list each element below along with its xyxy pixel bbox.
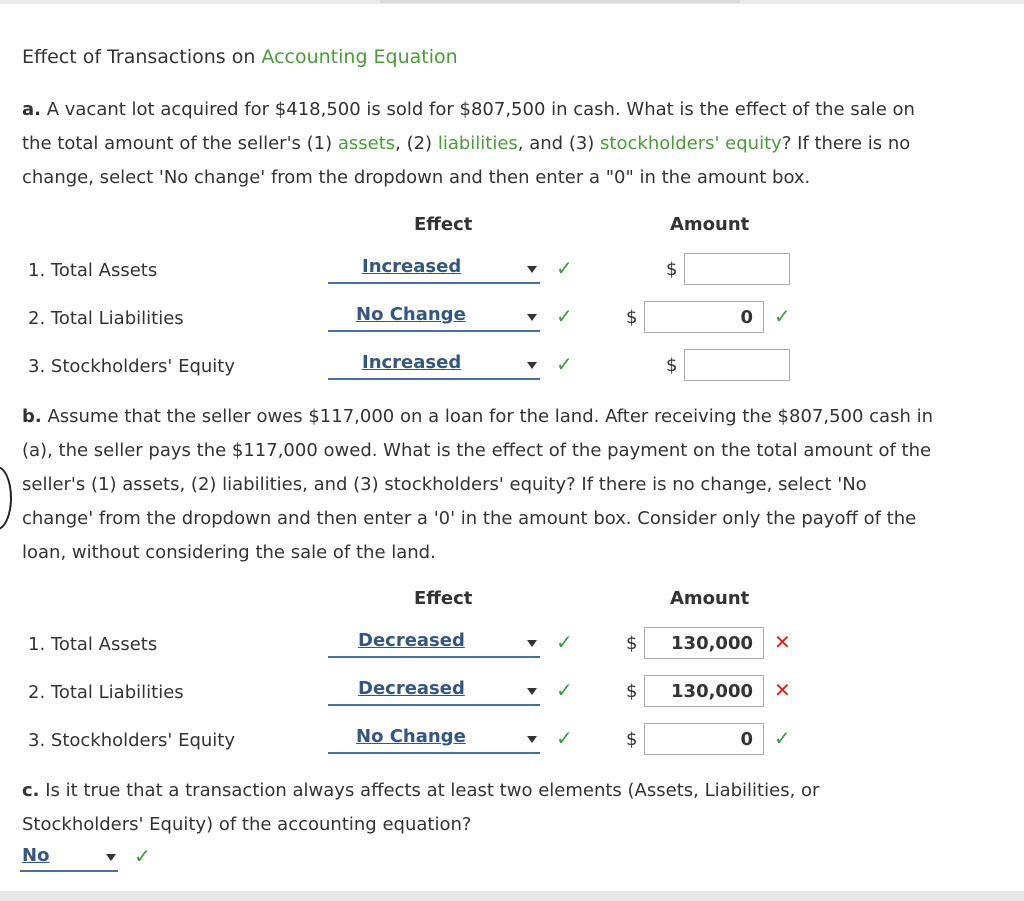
amount-value: 0: [740, 729, 753, 750]
part-b-line-5: loan, without considering the sale of the land.: [22, 542, 436, 563]
dollar-sign: $: [626, 729, 638, 750]
liabilities-link[interactable]: liabilities: [437, 133, 518, 154]
separator: , and (3): [517, 133, 601, 154]
dropdown-value: Decreased: [358, 630, 465, 651]
part-b-row-2-effect-dropdown[interactable]: [328, 678, 540, 706]
chevron-down-icon: [527, 640, 537, 647]
amount-value: 0: [740, 307, 753, 328]
dropdown-value: No Change: [356, 304, 466, 325]
amount-value: 130,000: [671, 681, 753, 702]
part-b-line-1: [22, 400, 933, 434]
dollar-sign: $: [626, 307, 638, 328]
part-c-answer-dropdown[interactable]: [20, 845, 118, 872]
check-icon: ✓: [556, 256, 573, 280]
amount-value: 130,000: [671, 633, 753, 654]
part-a-line-3: change, select 'No change' from the dropdown and then enter a "0" in the amount box.: [22, 167, 811, 188]
part-a-label: a.: [22, 99, 41, 120]
dollar-sign: $: [626, 633, 638, 654]
part-a-row-2-label: 2. Total Liabilities: [28, 308, 184, 329]
accounting-equation-link[interactable]: Accounting Equation: [261, 46, 458, 68]
part-a-row-2-effect-dropdown[interactable]: [328, 304, 540, 332]
part-a-row-1-effect-dropdown[interactable]: [328, 256, 540, 284]
dollar-sign: $: [626, 681, 638, 702]
part-a-row-2-amount-input[interactable]: [644, 301, 764, 333]
part-c-line-2: Stockholders' Equity) of the accounting equation?: [22, 814, 472, 835]
check-icon: ✓: [556, 678, 573, 702]
part-a-text-2: the total amount of the seller's (1): [22, 133, 338, 154]
part-b-amount-header: Amount: [670, 588, 750, 609]
assets-link[interactable]: assets: [337, 133, 396, 154]
part-a-row-1-amount-input[interactable]: [684, 253, 790, 285]
check-icon: ✓: [134, 844, 151, 868]
dropdown-value: Increased: [362, 352, 462, 373]
part-a-line-2: [22, 127, 910, 161]
check-icon: ✓: [774, 726, 791, 750]
separator: , (2): [395, 133, 438, 154]
check-icon: ✓: [556, 352, 573, 376]
check-icon: ✓: [556, 630, 573, 654]
part-b-row-1-effect-dropdown[interactable]: [328, 630, 540, 658]
part-b-row-3-amount-input[interactable]: [644, 723, 764, 755]
part-c-text-1: Is it true that a transaction always affects at least two elements (Assets, Liabilities, or: [39, 780, 820, 801]
dollar-sign: $: [666, 259, 678, 280]
chevron-down-icon: [527, 362, 537, 369]
check-icon: ✓: [556, 726, 573, 750]
part-b-label: b.: [22, 406, 42, 427]
chevron-down-icon: [527, 314, 537, 321]
dollar-sign: $: [666, 355, 678, 376]
x-icon: ✕: [774, 630, 791, 654]
part-a-row-3-effect-dropdown[interactable]: [328, 352, 540, 380]
bottom-bar: [0, 891, 1024, 901]
chevron-down-icon: [106, 854, 116, 861]
part-a-amount-header: Amount: [670, 214, 750, 235]
part-b-line-3: seller's (1) assets, (2) liabilities, and (3) stockholders' equity? If there is no change, select 'No: [22, 474, 867, 495]
chevron-down-icon: [527, 688, 537, 695]
part-a-line-1: [22, 93, 915, 127]
part-b-row-2-amount-input[interactable]: [644, 675, 764, 707]
part-b-line-2: (a), the seller pays the $117,000 owed. What is the effect of the payment on the total amount of the: [22, 440, 932, 461]
dropdown-value: Increased: [362, 256, 462, 277]
part-a-text-1: A vacant lot acquired for $418,500 is sold for $807,500 in cash. What is the effect of the sale on: [40, 99, 915, 120]
left-edge-curve: [0, 466, 12, 530]
part-c-line-1: [22, 774, 819, 808]
part-a-row-1-label: 1. Total Assets: [28, 260, 158, 281]
chevron-down-icon: [527, 266, 537, 273]
part-b-row-1-label: 1. Total Assets: [28, 634, 158, 655]
part-b-row-3-label: 3. Stockholders' Equity: [28, 730, 235, 751]
part-a-row-3-label: 3. Stockholders' Equity: [28, 356, 235, 377]
dropdown-value: Decreased: [358, 678, 465, 699]
top-bar-segment: [380, 0, 740, 3]
dropdown-value: No Change: [356, 726, 466, 747]
part-b-effect-header: Effect: [414, 588, 473, 609]
page-title-text: Effect of Transactions on: [22, 46, 262, 68]
dropdown-value: No: [22, 845, 50, 866]
check-icon: ✓: [774, 304, 791, 328]
part-a-row-3-amount-input[interactable]: [684, 349, 790, 381]
x-icon: ✕: [774, 678, 791, 702]
part-b-row-1-amount-input[interactable]: [644, 627, 764, 659]
part-a-effect-header: Effect: [414, 214, 473, 235]
chevron-down-icon: [527, 736, 537, 743]
part-a-text-2-end: ? If there is no: [781, 133, 911, 154]
stockholders-equity-link[interactable]: stockholders' equity: [600, 133, 782, 154]
part-c-label: c.: [22, 780, 40, 801]
check-icon: ✓: [556, 304, 573, 328]
part-b-row-2-label: 2. Total Liabilities: [28, 682, 184, 703]
part-b-row-3-effect-dropdown[interactable]: [328, 726, 540, 754]
page-title: [22, 46, 458, 68]
part-b-text-1: Assume that the seller owes $117,000 on a loan for the land. After receiving the $807,500 cash in: [41, 406, 933, 427]
part-b-line-4: change' from the dropdown and then enter a '0' in the amount box. Consider only the payoff of the: [22, 508, 917, 529]
